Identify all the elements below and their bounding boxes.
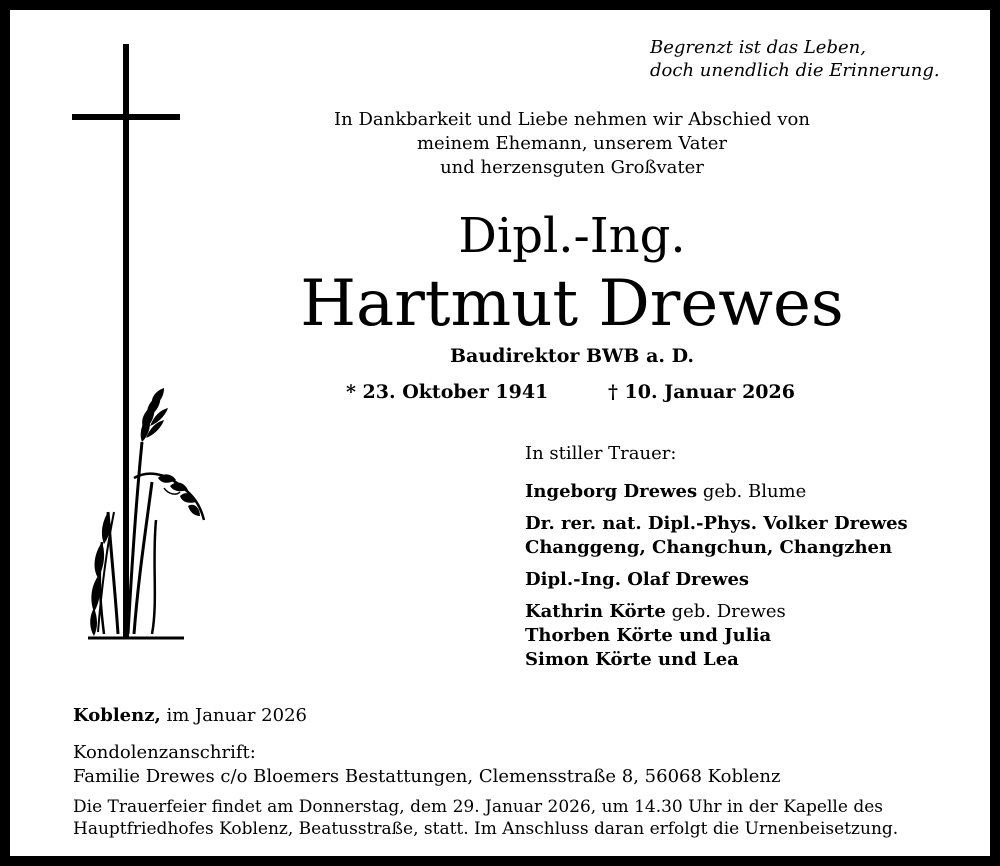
condolence-address — [73, 741, 780, 789]
place-date: im Januar 2026 — [160, 705, 307, 726]
place-city: Koblenz, — [73, 705, 161, 726]
condolence-address-line: Familie Drewes c/o Bloemers Bestattungen, Clemensstraße 8, 56068 Koblenz — [73, 766, 781, 787]
intro-line-3: und herzensguten Großvater — [440, 157, 704, 178]
mourner-entry: Simon Körte und Lea — [525, 649, 739, 670]
service-info — [73, 796, 898, 840]
mourner-birth-name: geb. Blume — [697, 481, 807, 502]
motto-line-2: doch unendlich die Erinnerung. — [650, 60, 940, 81]
intro-text — [272, 108, 872, 180]
intro-line-2: meinem Ehemann, unserem Vater — [416, 133, 728, 154]
mourner-name: Ingeborg Drewes — [525, 481, 698, 502]
place-and-date — [73, 704, 307, 728]
mourner-entry: Thorben Körte und Julia — [525, 625, 772, 646]
mourner-entry — [525, 480, 908, 504]
death-date: † 10. Januar 2026 — [608, 381, 795, 403]
mourners-list — [525, 480, 908, 672]
service-line-2: Hauptfriedhofes Koblenz, Beatusstraße, statt. Im Anschluss daran erfolgt die Urnenbeisetzung. — [73, 819, 899, 839]
cross-with-wheat-icon — [72, 42, 212, 644]
condolence-label: Kondolenzanschrift: — [73, 742, 256, 763]
mourner-entry — [525, 600, 908, 624]
deceased-role: Baudirektor BWB a. D. — [449, 345, 695, 367]
mourner-birth-name: geb. Drewes — [665, 601, 786, 622]
birth-date: * 23. Oktober 1941 — [346, 381, 549, 403]
service-line-1: Die Trauerfeier findet am Donnerstag, dem 29. Januar 2026, um 14.30 Uhr in der Kapelle des — [73, 797, 883, 817]
mourner-entry: Dipl.-Ing. Olaf Drewes — [525, 569, 750, 590]
mourner-name: Kathrin Körte — [525, 601, 666, 622]
mourners-heading: In stiller Trauer: — [525, 443, 677, 464]
mourner-entry: Dr. rer. nat. Dipl.-Phys. Volker Drewes — [525, 513, 908, 534]
intro-line-1: In Dankbarkeit und Liebe nehmen wir Abschied von — [334, 109, 810, 130]
academic-title: Dipl.-Ing. — [458, 208, 686, 264]
motto-line-1: Begrenzt ist das Leben, — [650, 37, 866, 58]
deceased-name: Hartmut Drewes — [300, 267, 844, 341]
motto-quote — [650, 36, 940, 82]
mourner-entry: Changgeng, Changchun, Changzhen — [525, 537, 893, 558]
